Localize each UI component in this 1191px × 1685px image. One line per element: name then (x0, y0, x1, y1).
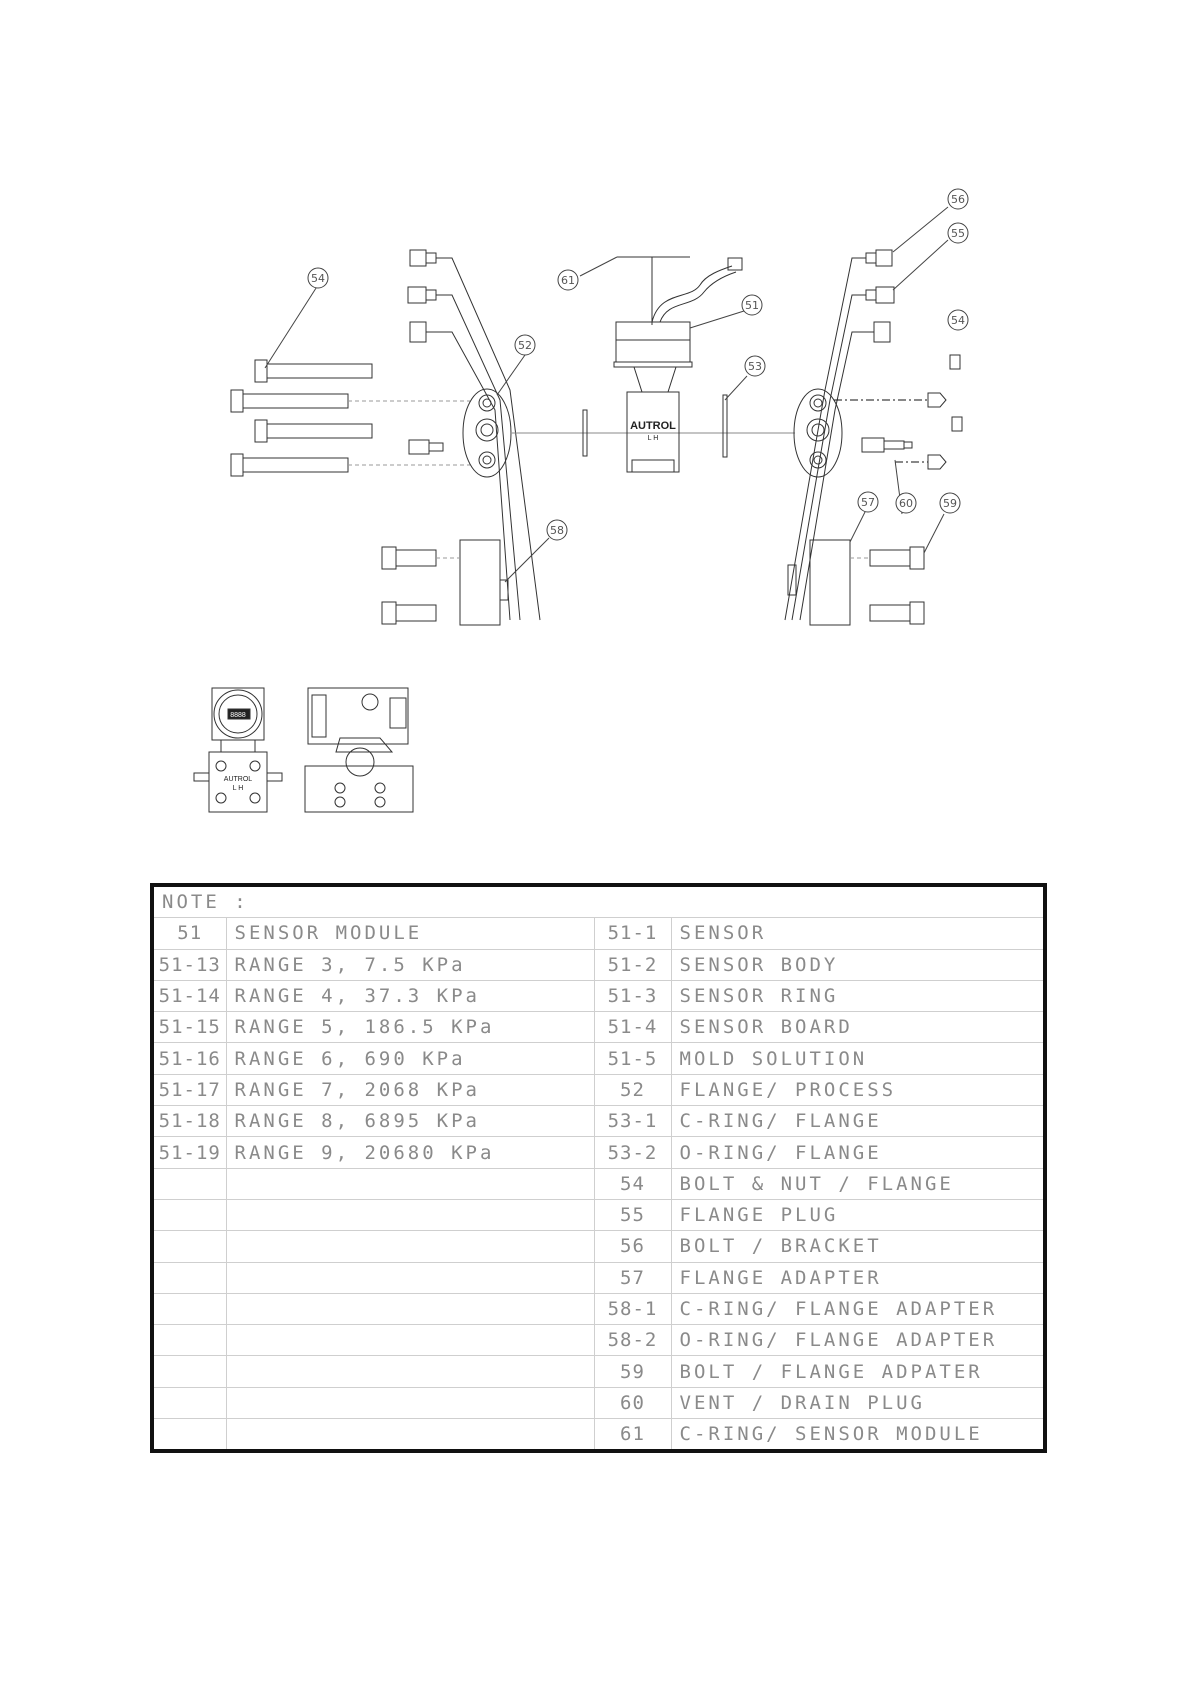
balloon-label: 58 (550, 524, 564, 537)
table-row (152, 980, 1045, 1011)
left-part-description: SENSOR MODULE (226, 918, 594, 949)
left-part-number: 51-17 (152, 1074, 226, 1105)
right-part-number: 51-3 (594, 980, 671, 1011)
balloon-label: 53 (748, 360, 762, 373)
table-row (152, 1356, 1045, 1387)
balloon-label: 56 (951, 193, 965, 206)
balloon-label: 54 (951, 314, 965, 327)
left-part-number (152, 1293, 226, 1324)
right-part-number: 58-2 (594, 1325, 671, 1356)
left-part-number: 51 (152, 918, 226, 949)
left-part-description: RANGE 6, 690 KPa (226, 1043, 594, 1074)
table-row (152, 1074, 1045, 1105)
left-part-description (226, 1199, 594, 1230)
left-part-description: RANGE 5, 186.5 KPa (226, 1012, 594, 1043)
balloon-label: 54 (311, 272, 325, 285)
table-row (152, 1325, 1045, 1356)
right-part-number: 55 (594, 1199, 671, 1230)
right-part-number: 56 (594, 1231, 671, 1262)
table-row (152, 949, 1045, 980)
balloon-label: 60 (899, 497, 913, 510)
left-part-number (152, 1199, 226, 1230)
right-process-flange (794, 355, 962, 477)
front-view-thumbnail (194, 688, 282, 812)
left-part-description (226, 1387, 594, 1418)
left-part-number (152, 1356, 226, 1387)
note-label: NOTE : (152, 885, 1045, 918)
side-view-thumbnail (305, 688, 413, 812)
left-part-number: 51-13 (152, 949, 226, 980)
right-part-description: FLANGE ADAPTER (671, 1262, 1045, 1293)
right-part-description: O-RING/ FLANGE (671, 1137, 1045, 1168)
right-part-description: BOLT & NUT / FLANGE (671, 1168, 1045, 1199)
left-part-description: RANGE 8, 6895 KPa (226, 1106, 594, 1137)
left-upper-fittings (408, 250, 540, 620)
table-row (152, 1419, 1045, 1452)
left-part-number (152, 1262, 226, 1293)
left-process-flange (409, 389, 511, 477)
balloon-label: 51 (745, 299, 759, 312)
right-part-description: C-RING/ SENSOR MODULE (671, 1419, 1045, 1452)
table-row (152, 918, 1045, 949)
right-part-number: 51-5 (594, 1043, 671, 1074)
left-part-description (226, 1325, 594, 1356)
left-part-number: 51-16 (152, 1043, 226, 1074)
left-part-description (226, 1262, 594, 1293)
right-part-number: 51-2 (594, 949, 671, 980)
left-part-number (152, 1419, 226, 1452)
sensor-port-label: L H (647, 435, 659, 442)
right-part-description: MOLD SOLUTION (671, 1043, 1045, 1074)
right-part-number: 59 (594, 1356, 671, 1387)
left-part-number: 51-18 (152, 1106, 226, 1137)
right-o-ring (723, 395, 727, 457)
right-part-number: 61 (594, 1419, 671, 1452)
balloon-label: 57 (861, 496, 875, 509)
left-part-description (226, 1231, 594, 1262)
left-part-number (152, 1387, 226, 1418)
right-part-number: 53-2 (594, 1137, 671, 1168)
left-part-number (152, 1168, 226, 1199)
right-part-description: BOLT / BRACKET (671, 1231, 1045, 1262)
table-row (152, 1012, 1045, 1043)
balloon-label: 59 (943, 497, 957, 510)
right-part-description: FLANGE PLUG (671, 1199, 1045, 1230)
right-part-description: BOLT / FLANGE ADPATER (671, 1356, 1045, 1387)
left-part-description: RANGE 4, 37.3 KPa (226, 980, 594, 1011)
table-row (152, 1293, 1045, 1324)
table-row (152, 1168, 1045, 1199)
parts-list-table (150, 883, 1047, 1453)
balloon-label: 61 (561, 274, 575, 287)
table-row (152, 1262, 1045, 1293)
left-part-number: 51-19 (152, 1137, 226, 1168)
right-upper-fittings (785, 250, 894, 620)
right-part-description: VENT / DRAIN PLUG (671, 1387, 1045, 1418)
right-part-number: 54 (594, 1168, 671, 1199)
left-part-number (152, 1231, 226, 1262)
right-part-number: 53-1 (594, 1106, 671, 1137)
table-row (152, 1231, 1045, 1262)
right-part-number: 51-1 (594, 918, 671, 949)
left-part-description (226, 1419, 594, 1452)
table-row (152, 1106, 1045, 1137)
left-part-number: 51-14 (152, 980, 226, 1011)
left-part-description: RANGE 9, 20680 KPa (226, 1137, 594, 1168)
right-part-number: 52 (594, 1074, 671, 1105)
table-row (152, 1043, 1045, 1074)
left-part-description: RANGE 3, 7.5 KPa (226, 949, 594, 980)
right-part-description: SENSOR RING (671, 980, 1045, 1011)
left-part-number (152, 1325, 226, 1356)
left-part-description (226, 1168, 594, 1199)
thumbnail-brand: AUTROL (223, 776, 253, 783)
table-row (152, 1199, 1045, 1230)
note-row (152, 885, 1045, 918)
left-flange-adapter (382, 540, 508, 625)
right-part-description: SENSOR (671, 918, 1045, 949)
right-part-description: O-RING/ FLANGE ADAPTER (671, 1325, 1045, 1356)
right-part-description: C-RING/ FLANGE ADAPTER (671, 1293, 1045, 1324)
right-flange-adapter (788, 540, 924, 625)
left-part-description (226, 1293, 594, 1324)
right-part-number: 60 (594, 1387, 671, 1418)
right-part-description: SENSOR BODY (671, 949, 1045, 980)
sensor-brand-label: AUTROL (630, 420, 676, 432)
right-part-description: SENSOR BOARD (671, 1012, 1045, 1043)
left-part-description: RANGE 7, 2068 KPa (226, 1074, 594, 1105)
table-row (152, 1387, 1045, 1418)
left-part-description (226, 1356, 594, 1387)
right-part-description: FLANGE/ PROCESS (671, 1074, 1045, 1105)
right-part-number: 57 (594, 1262, 671, 1293)
balloon-label: 55 (951, 227, 965, 240)
right-part-number: 58-1 (594, 1293, 671, 1324)
left-flange-bolts (231, 360, 470, 476)
table-row (152, 1137, 1045, 1168)
display-readout: 8888 (230, 712, 246, 719)
balloon-label: 52 (518, 339, 532, 352)
right-part-number: 51-4 (594, 1012, 671, 1043)
left-part-number: 51-15 (152, 1012, 226, 1043)
thumbnail-port-label: L H (232, 785, 244, 792)
right-part-description: C-RING/ FLANGE (671, 1106, 1045, 1137)
